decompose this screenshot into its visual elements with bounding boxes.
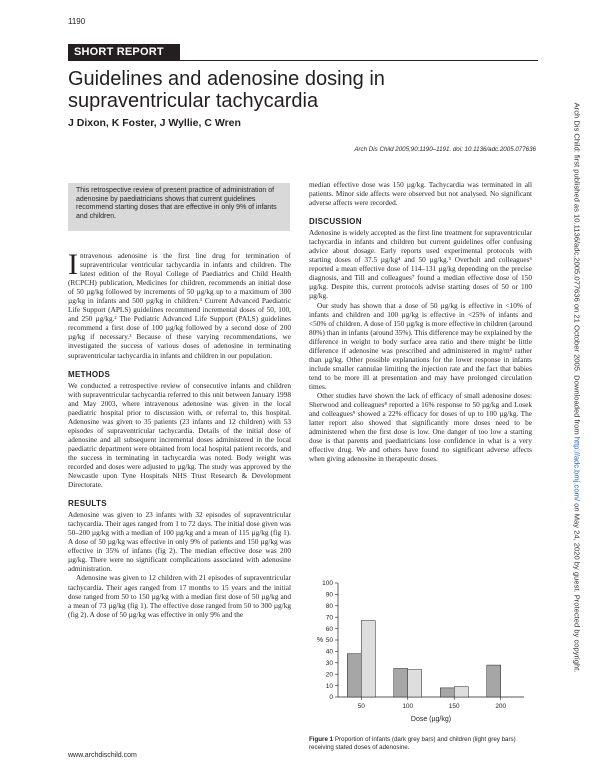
figure-caption-text: Proportion of infants (dark grey bars) and children (light grey bars) receiving stated doses of adenosine. (309, 736, 516, 751)
authors: J Dixon, K Foster, J Wyllie, C Wren (68, 117, 241, 129)
figure-1-chart (300, 575, 532, 731)
results-heading: RESULTS (68, 499, 107, 509)
discussion-paragraph-2: Our study has shown that a dose of 50 µg/kg is effective in <10% of infants and children and 100 µg/kg is effective in <25% of infants and <50% of children. A dose of 150 µg/kg is more effective in children (around 80%) than in infants (around 35%). This difference may be explained by the difference in weight to body surface area ratio and there might be little difference if adenosine was prescribed and administered in mg/m² rather than µg/kg. Other possible explanations for the lower response in infants include smaller cannulae limiting the injection rate and the fact that babies tend to be more ill at presentation and may have prolonged circulation times. (309, 300, 532, 391)
y-tick-label: 60 (325, 625, 333, 633)
figure-caption-label: Figure 1 (309, 736, 334, 743)
header-rule (68, 60, 538, 61)
y-tick-label: 10 (325, 682, 333, 690)
sidebar-text-before: Arch Dis Child: first published as 10.1136/adc.2005.077636 on 21 October 2005. Downloaded from (572, 102, 582, 435)
section-badge: SHORT REPORT (68, 44, 180, 60)
bar-children-150 (454, 687, 468, 697)
x-tick-label: 50 (357, 703, 365, 710)
bar-infants-100 (394, 669, 408, 698)
y-tick-label: 80 (325, 603, 333, 610)
page-number: 1190 (68, 17, 86, 26)
dropcap: I (68, 248, 78, 281)
methods-section (68, 370, 291, 490)
abstract-box (68, 183, 290, 231)
bar-children-50 (361, 621, 375, 697)
methods-text: We conducted a retrospective review of consecutive infants and children with supraventricular tachycardia referred to this unit between January 1998 and May 2003, where intravenous adenosine was given in the local paediatric hospital prior to discussion with, or referral to, this hospital. Adenosine was given to 35 patients (23 infants and 12 children) with 53 episodes of supraventricular tachycardia. Details of the initial dose of adenosine and all subsequent incremental doses administered in the local paediatric department were obtained from local hospital patient records, and the success in terminating in tachycardia was noted. Body weight was recorded and doses were adjusted to µg/kg. The study was approved by the Newcastle upon Tyne Hospitals NHS Trust Research & Development Directorate. (68, 380, 291, 490)
abstract-text: This retrospective review of present practice of administration of adenosine by paediatricians shows that current guidelines recommend starting doses that are effective in only 9% of infants and children. (76, 187, 277, 220)
intro-paragraph (68, 248, 291, 360)
results-paragraph-2: Adenosine was given to 12 children with 21 episodes of supraventricular tachycardia. Their ages ranged from 17 months to 15 years and the initial dose ranged from 50 to 150 µg/kg with a median first dose of 50 µg/kg and a mean of 73 µg/kg (fig 1). The effective dose ranged from 50 to 300 µg/kg (fig 2). A dose of 50 µg/kg was effective in only 9% and the (68, 573, 291, 619)
sidebar-text-after: on May 24, 2020 by guest. Protected by copyright. (572, 503, 582, 673)
y-tick-label: 40 (325, 648, 333, 656)
x-axis-label: Dose (µg/kg) (410, 716, 452, 723)
intro-text: ntravenous adenosine is the first line drug for termination of supraventricular ventricular tachycardia in infants and children. The latest edition of the Royal College of Paediatrics and Child Health (RCPCH) publication, Medicines for children, recommends an initial dose of 50 µg/kg followed by increments of 50 µg/kg up to a maximum of 300 µg/kg in infants and 500 µg/kg in children.¹ Current Advanced Paediatric Life Support (APLS) guidelines recommend incremental doses of 50, 100, and 250 µg/kg.² The Pediatric Advanced Life Support (PALS) guidelines recommend a first dose of 100 µg/kg followed by a second dose of 200 µg/kg if necessary.³ Because of these varying recommendations, we investigated the success of various doses of adenosine in terminating supraventricular tachycardia in infants and children in our population. (68, 251, 291, 360)
discussion-heading: DISCUSSION (309, 217, 362, 227)
y-tick-label: 100 (322, 580, 333, 588)
bar-infants-200 (487, 665, 501, 697)
y-tick-label: 50 (325, 637, 333, 645)
column-right (309, 180, 532, 463)
bar-infants-150 (440, 688, 454, 697)
y-axis-label: % (316, 637, 324, 644)
copyright-sidebar (569, 30, 583, 750)
sidebar-link[interactable]: http://adc.bmj.com/ (572, 436, 582, 501)
discussion-section (309, 217, 532, 463)
citation: Arch Dis Child 2005;90:1190–1191. doi: 10.1136/adc.2005.077636 (354, 146, 536, 153)
methods-heading: METHODS (68, 369, 111, 379)
results-paragraph-1: Adenosine was given to 23 infants with 32 episodes of supraventricular tachycardia. Their ages ranged from 1 to 72 days. The initial dose given was 50–200 µg/kg with a median of 100 µg/kg and a mean of 115 µg/kg (fig 1). A dose of 50 µg/kg was effective in only 9% of patients and 150 µg/kg was effective in 35% of infants (fig 2). The median effective dose was 200 µg/kg. There were no significant complications associated with adenosine administration. (68, 510, 291, 574)
x-tick-label: 150 (448, 703, 460, 710)
figure-caption (309, 736, 532, 751)
x-tick-label: 200 (495, 703, 507, 710)
bar-infants-50 (347, 654, 361, 697)
discussion-paragraph-1: Adenosine is widely accepted as the first line treatment for supraventricular tachycardia in infants and children but current guidelines offer confusing advice about dosage. Early reports used experimental protocols with starting doses of 37.5 µg/kg⁴ and 50 µg/kg.⁵ Overholt and colleagues⁶ reported a mean effective dose of 114–131 µg/kg depending on the precise diagnosis, and Till and colleagues⁷ found a median effective dose of 150 µg/kg. Despite this, current protocols advise starting doses of 50 or 100 µg/kg. (309, 228, 532, 301)
results-continued: median effective dose was 150 µg/kg. Tachycardia was terminated in all patients. Minor side affects were observed but not analysed. No significant adverse affects were recorded. (309, 180, 532, 208)
y-tick-label: 0 (329, 694, 333, 702)
y-tick-label: 70 (325, 614, 333, 622)
y-tick-label: 30 (325, 660, 333, 667)
footer-url[interactable]: www.archdischild.com (68, 752, 137, 759)
results-section (68, 499, 291, 619)
bar-children-100 (408, 670, 422, 697)
article-title: Guidelines and adenosine dosing in supraventricular tachycardia (68, 68, 385, 112)
x-tick-label: 100 (402, 703, 414, 710)
y-tick-label: 20 (325, 671, 333, 679)
discussion-paragraph-3: Other studies have shown the lack of efficacy of small adenosine doses: Sherwood and colleagues⁸ reported a 16% response to 50 µg/kg and Losek and colleagues⁹ showed a 22% efficacy for doses of up to 100 µg/kg. The latter report also showed that significantly more doses need to be administered when the first dose is low. One danger of too low a starting dose is that parents and paediatricians lose confidence in what is a very effective drug. We and others have found no significant adverse affects when giving adenosine in therapeutic doses. (309, 390, 532, 464)
y-tick-label: 90 (325, 591, 333, 599)
column-left (68, 248, 291, 619)
